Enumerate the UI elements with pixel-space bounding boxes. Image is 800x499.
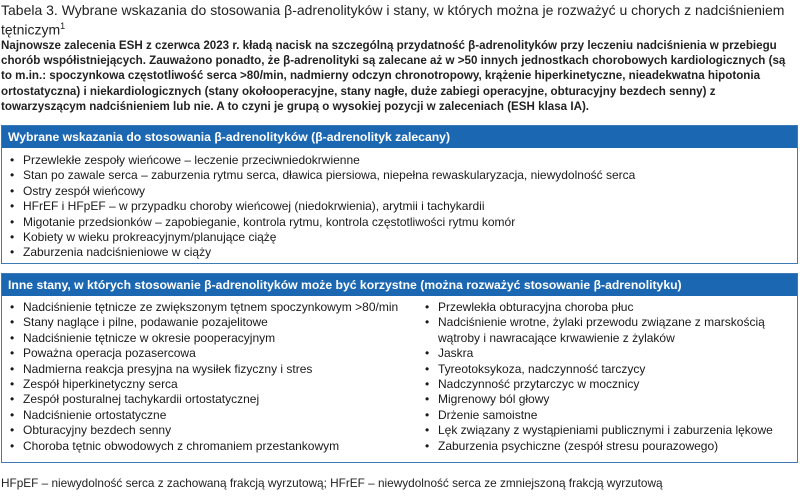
other-conditions-left-list [2,300,417,454]
footnote-abbreviations: HFpEF – niewydolność serca z zachowaną frakcją wyrzutową; HFrEF – niewydolność serca ze zmniejszoną frakcją wyrzutową [1,476,663,490]
recommended-indications-list [2,148,797,261]
other-conditions-left-column [2,300,417,454]
list-item: • Drżenie samoistne [425,408,787,423]
list-item: • Ostry zespół wieńcowy [10,184,797,199]
other-conditions-box [1,273,798,463]
other-conditions-columns [2,296,797,454]
other-conditions-right-column [417,300,787,454]
list-item: • Migrenowy ból głowy [425,392,787,407]
list-item: • Zaburzenia psychiczne (zespół stresu pourazowego) [425,439,787,454]
list-item: • Kobiety w wieku prokreacyjnym/planujące ciążę [10,230,797,245]
recommended-indications-header: Wybrane wskazania do stosowania β-adrenolityków (β-adrenolityk zalecany) [2,126,797,148]
list-item: • Choroba tętnic obwodowych z chromaniem przestankowym [10,439,417,454]
list-item: • Nadciśnienie wrotne, żylaki przewodu związane z marskością wątroby i nawracające krwawienie z żylaków [425,315,787,346]
recommended-indications-box [1,125,798,264]
list-item: • Zespół posturalnej tachykardii ortostatycznej [10,392,417,407]
list-item: • Stan po zawale serca – zaburzenia rytmu serca, dławica piersiowa, niepełna rewaskularyzacja, niewydolność serca [10,168,797,183]
other-conditions-right-list [417,300,787,454]
list-item: • Przewlekła obturacyjna choroba płuc [425,300,787,315]
list-item: • Poważna operacja pozasercowa [10,346,417,361]
list-item: • HFrEF i HFpEF – w przypadku choroby wieńcowej (niedokrwienia), arytmii i tachykardii [10,199,797,214]
list-item: • Stany naglące i pilne, podawanie pozajelitowe [10,315,417,330]
list-item: • Nadciśnienie tętnicze ze zwiększonym tętnem spoczynkowym >80/min [10,300,417,315]
table-title [1,2,797,38]
list-item: • Nadczynność przytarczyc w mocznicy [425,377,787,392]
table-title-text: Tabela 3. Wybrane wskazania do stosowania β-adrenolityków i stany, w których można je rozważyć u chorych z nadciśnieniem tętniczym [1,2,785,38]
list-item: • Nadciśnienie ortostatyczne [10,408,417,423]
list-item: • Nadciśnienie tętnicze w okresie pooperacyjnym [10,331,417,346]
list-item: • Nadmierna reakcja presyjna na wysiłek fizyczny i stres [10,362,417,377]
title-footnote-marker: 1 [60,21,66,31]
list-item: • Migotanie przedsionków – zapobieganie, kontrola rytmu, kontrola częstotliwości rytmu komór [10,215,797,230]
list-item: • Zespół hiperkinetyczny serca [10,377,417,392]
list-item: • Przewlekłe zespoły wieńcowe – leczenie przeciwniedokrwienne [10,153,797,168]
list-item: • Obturacyjny bezdech senny [10,423,417,438]
intro-paragraph: Najnowsze zalecenia ESH z czerwca 2023 r. kładą nacisk na szczególną przydatność β-adrenolityków przy leczeniu nadciśnienia w przebiegu chorób współistniejących. Zauważono ponadto, że β-adrenolityki są zalecane aż w >50 innych jednostkach chorobowych kardiologicznych (są to m.in.: spoczynkowa częstotliwość serca >80/min, nadmierny odczyn chronotropowy, krążenie hiperkinetyczne, nieadekwatna hipotonia ortostatyczna) i niekardiologicznych (stany okołooperacyjne, stany nagłe, duże zabiegi operacyjne, obturacyjny bezdech senny) z towarzyszącym nadciśnieniem lub nie. A to czyni je grupą o wysokiej pozycji w zaleceniach (ESH klasa IA). [1,39,786,113]
other-conditions-header: Inne stany, w których stosowanie β-adrenolityków może być korzystne (można rozważyć stosowanie β-adrenolityku) [2,274,797,296]
list-item: • Jaskra [425,346,787,361]
list-item: • Zaburzenia nadciśnieniowe w ciąży [10,245,797,260]
list-item: • Lęk związany z wystąpieniami publicznymi i zaburzenia lękowe [425,423,787,438]
list-item: • Tyreotoksykoza, nadczynność tarczycy [425,362,787,377]
